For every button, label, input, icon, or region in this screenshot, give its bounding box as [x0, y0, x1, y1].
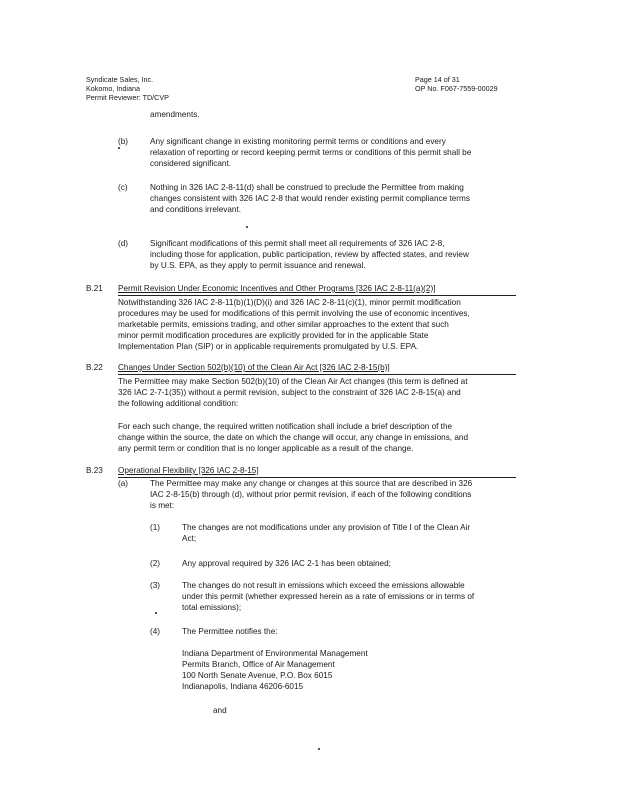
section-title: Permit Revision Under Economic Incentives and Other Programs [326 IAC 2-8-11(a)(2)]	[118, 284, 436, 293]
item-text-line: including those for application, public participation, review by affected states, and review	[150, 250, 469, 259]
section-text-line: any permit term or condition that is no longer applicable as a result of the change.	[118, 444, 414, 453]
item-label: (c)	[118, 183, 128, 192]
item-label: (d)	[118, 239, 129, 248]
subitem-label: (2)	[150, 559, 161, 568]
address-line: Indianapolis, Indiana 46206-6015	[182, 682, 304, 691]
section-text-line: marketable permits, emissions trading, and other similar approaches to the extent that such	[118, 320, 449, 329]
subitem-text-line: total emissions);	[182, 603, 242, 612]
section-text-line: minor permit modification procedures are explicitly provided for in the applicable State	[118, 331, 429, 340]
continuation-text: amendments.	[150, 110, 200, 119]
item-text-line: changes consistent with 326 IAC 2-8 that would render existing permit compliance terms	[150, 194, 470, 203]
address-line: 100 North Senate Avenue, P.O. Box 6015	[182, 671, 333, 680]
section-rule	[118, 295, 516, 296]
header-page-number: Page 14 of 31	[415, 75, 460, 84]
scan-speck	[155, 612, 157, 614]
section-text-line: the following additional condition:	[118, 399, 239, 408]
item-text-line: Any significant change in existing monitoring permit terms or conditions and every	[150, 137, 446, 146]
item-text-line: The Permittee may make any change or changes at this source that are described in 326	[150, 479, 473, 488]
section-text-line: change within the source, the date on which the change will occur, any change in emissions, and	[118, 433, 469, 442]
section-title: Changes Under Section 502(b)(10) of the Clean Air Act [326 IAC 2-8-15(b)]	[118, 363, 390, 372]
item-text-line: by U.S. EPA, as they apply to permit issuance and renewal.	[150, 261, 366, 270]
item-text-line: is met:	[150, 501, 175, 510]
section-rule	[118, 374, 516, 375]
section-title: Operational Flexibility [326 IAC 2-8-15]	[118, 466, 259, 475]
subitem-text-line: The changes do not result in emissions which exceed the emissions allowable	[182, 581, 465, 590]
item-text-line: Nothing in 326 IAC 2-8-11(d) shall be construed to preclude the Permittee from making	[150, 183, 464, 192]
section-text-line: The Permittee may make Section 502(b)(10) of the Clean Air Act changes (this term is defined at	[118, 377, 468, 386]
subitem-text-line: Act;	[182, 534, 197, 543]
section-text-line: 326 IAC 2-7-1(35)) without a permit revision, subject to the constraint of 326 IAC 2-8-15(a) and	[118, 388, 461, 397]
section-number: B.21	[86, 284, 103, 293]
section-text-line: Notwithstanding 326 IAC 2-8-11(b)(1)(D)(i) and 326 IAC 2-8-11(c)(1), minor permit modification	[118, 298, 461, 307]
item-text-line: relaxation of reporting or record keeping permit terms or conditions of this permit shall be	[150, 148, 472, 157]
item-text-line: Significant modifications of this permit shall meet all requirements of 326 IAC 2-8,	[150, 239, 445, 248]
scan-speck	[246, 226, 248, 228]
subitem-label: (1)	[150, 523, 161, 532]
subitem-text-line: Any approval required by 326 IAC 2-1 has been obtained;	[182, 559, 391, 568]
scan-speck	[318, 748, 320, 750]
header-op-number: OP No. F067-7559-00029	[415, 84, 498, 93]
header-company: Syndicate Sales, Inc.	[86, 75, 154, 84]
subitem-text-line: The changes are not modifications under any provision of Title I of the Clean Air	[182, 523, 471, 532]
item-label: (b)	[118, 137, 129, 146]
item-text-line: considered significant.	[150, 159, 232, 168]
subitem-text-line: The Permittee notifies the:	[182, 627, 278, 636]
section-text-line: procedures may be used for modifications of this permit involving the use of economic incentives,	[118, 309, 470, 318]
address-line: Permits Branch, Office of Air Management	[182, 660, 335, 669]
address-line: Indiana Department of Environmental Management	[182, 649, 368, 658]
header-location: Kokomo, Indiana	[86, 84, 140, 93]
subitem-label: (3)	[150, 581, 161, 590]
section-text-line: For each such change, the required written notification shall include a brief description of the	[118, 422, 453, 431]
section-number: B.23	[86, 466, 103, 475]
item-text-line: and conditions irrelevant.	[150, 205, 242, 214]
item-label: (a)	[118, 479, 129, 488]
and-text: and	[213, 706, 227, 715]
item-text-line: IAC 2-8-15(b) through (d), without prior permit revision, if each of the following conditions	[150, 490, 472, 499]
section-number: B.22	[86, 363, 103, 372]
subitem-text-line: under this permit (whether expressed herein as a rate of emissions or in terms of	[182, 592, 475, 601]
section-text-line: Implementation Plan (SIP) or in applicable requirements promulgated by U.S. EPA.	[118, 342, 419, 351]
subitem-label: (4)	[150, 627, 161, 636]
scan-speck	[118, 147, 120, 149]
header-reviewer: Permit Reviewer: TD/CVP	[86, 93, 169, 102]
